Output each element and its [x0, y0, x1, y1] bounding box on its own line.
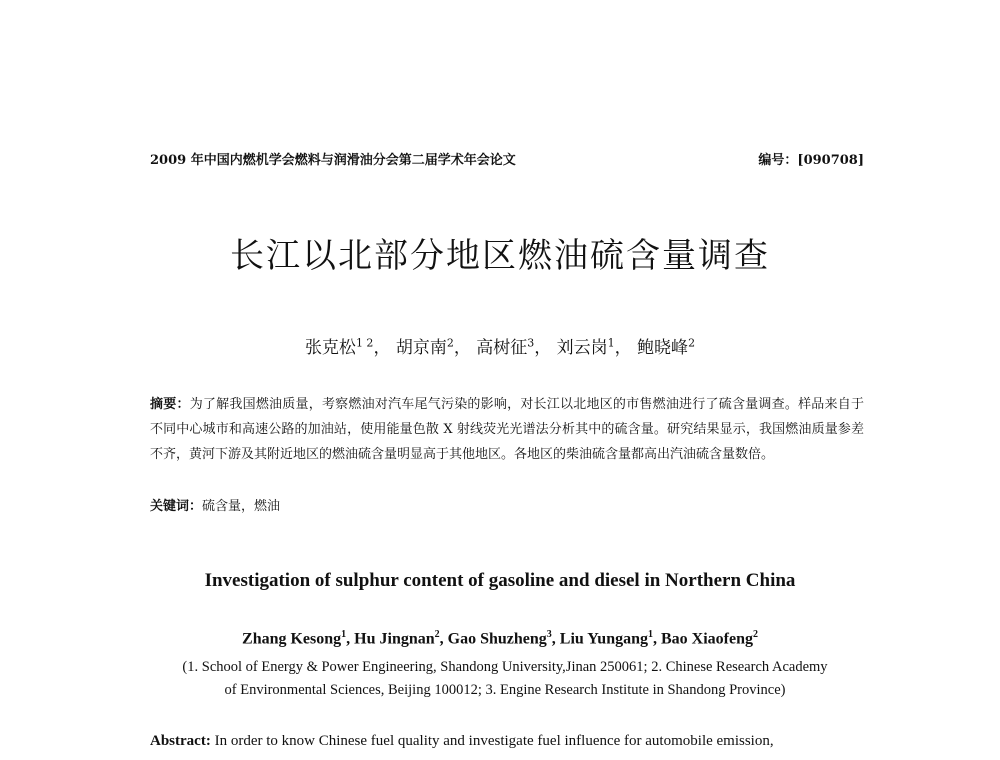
- paper-number: [758, 149, 864, 168]
- author-cn-affil: 2: [446, 336, 454, 350]
- author-en: Zhang Kesong: [242, 630, 342, 648]
- title-english: Investigation of sulphur content of gasoline and diesel in Northern China: [204, 570, 796, 591]
- author-en-affil: 1: [341, 629, 347, 640]
- author-cn-affil: 1: [607, 336, 615, 350]
- abstract-chinese: [150, 392, 864, 467]
- author-cn-affil: 2: [688, 336, 696, 350]
- author-en-affil: 1: [647, 629, 653, 640]
- author-en-affil: 2: [434, 629, 440, 640]
- authors-english: Zhang Kesong$^1$, Hu Jingnan$^2$, Gao Shuzheng$^3$, Liu Yungang$^1$, Bao Xiaofeng$^2$: [242, 629, 758, 648]
- author-cn: 张克松: [304, 338, 356, 358]
- author-cn-affil: 3: [527, 336, 535, 350]
- author-en: Hu Jingnan: [354, 630, 435, 648]
- author-en-affil: 3: [546, 629, 552, 640]
- abstract-cn-text: 为了解我国燃油质量，考察燃油对汽车尾气污染的影响，对长江以北地区的市售燃油进行了硫含量调查。样品来自于不同中心城市和高速公路的加油站，使用能量色散 X 射线荧光光谱法分析其中的硫含量。研究结果显示，我国燃油质量参差不齐，黄河下游及其附近地区的燃油硫含量明显高于其他地区。各地区的柴油硫含量都高出汽油硫含量数倍。: [150, 397, 864, 462]
- keywords-chinese: [150, 495, 864, 514]
- paper-number-label: 编号：: [758, 153, 798, 168]
- author-cn: 高树征: [476, 338, 528, 358]
- author-en: Bao Xiaofeng: [660, 630, 753, 648]
- abstract-en-label: Abstract:: [150, 733, 211, 749]
- keywords-cn-text: 硫含量，燃油: [202, 499, 281, 514]
- conference-name: 2009 年中国内燃机学会燃料与润滑油分会第二届学术年会论文: [150, 153, 516, 168]
- affiliation-line: (1. School of Energy & Power Engineering, Shandong University,Jinan 250061; 2. Chinese Research Academy: [182, 659, 828, 675]
- author-en: Gao Shuzheng: [447, 630, 547, 648]
- title-chinese: 长江以北部分地区燃油硫含量调查: [230, 236, 770, 276]
- abstract-cn-label: 摘要：: [150, 397, 190, 412]
- affiliation-line: of Environmental Sciences, Beijing 100012; 3. Engine Research Institute in Shandong Province): [224, 682, 786, 698]
- author-cn-affil: 1 2: [355, 336, 374, 350]
- abstract-en-text: In order to know Chinese fuel quality and investigate fuel influence for automobile emission,: [210, 733, 774, 749]
- paper-number-value: [090708]: [797, 153, 864, 168]
- abstract-english: [150, 730, 864, 752]
- author-cn: 刘云岗: [556, 338, 608, 358]
- conference-header: [150, 149, 864, 168]
- author-cn: 胡京南: [395, 338, 447, 358]
- author-cn: 鲍晓峰: [637, 338, 689, 358]
- author-en: Liu Yungang: [559, 630, 648, 648]
- keywords-cn-label: 关键词：: [150, 499, 203, 514]
- author-en-affil: 2: [752, 629, 758, 640]
- affiliations: [140, 656, 870, 702]
- authors-chinese: 张克松$^{1 2}$， 胡京南$^2$， 高树征$^3$， 刘云岗$^1$， 鲍晓峰$^2$: [304, 336, 696, 358]
